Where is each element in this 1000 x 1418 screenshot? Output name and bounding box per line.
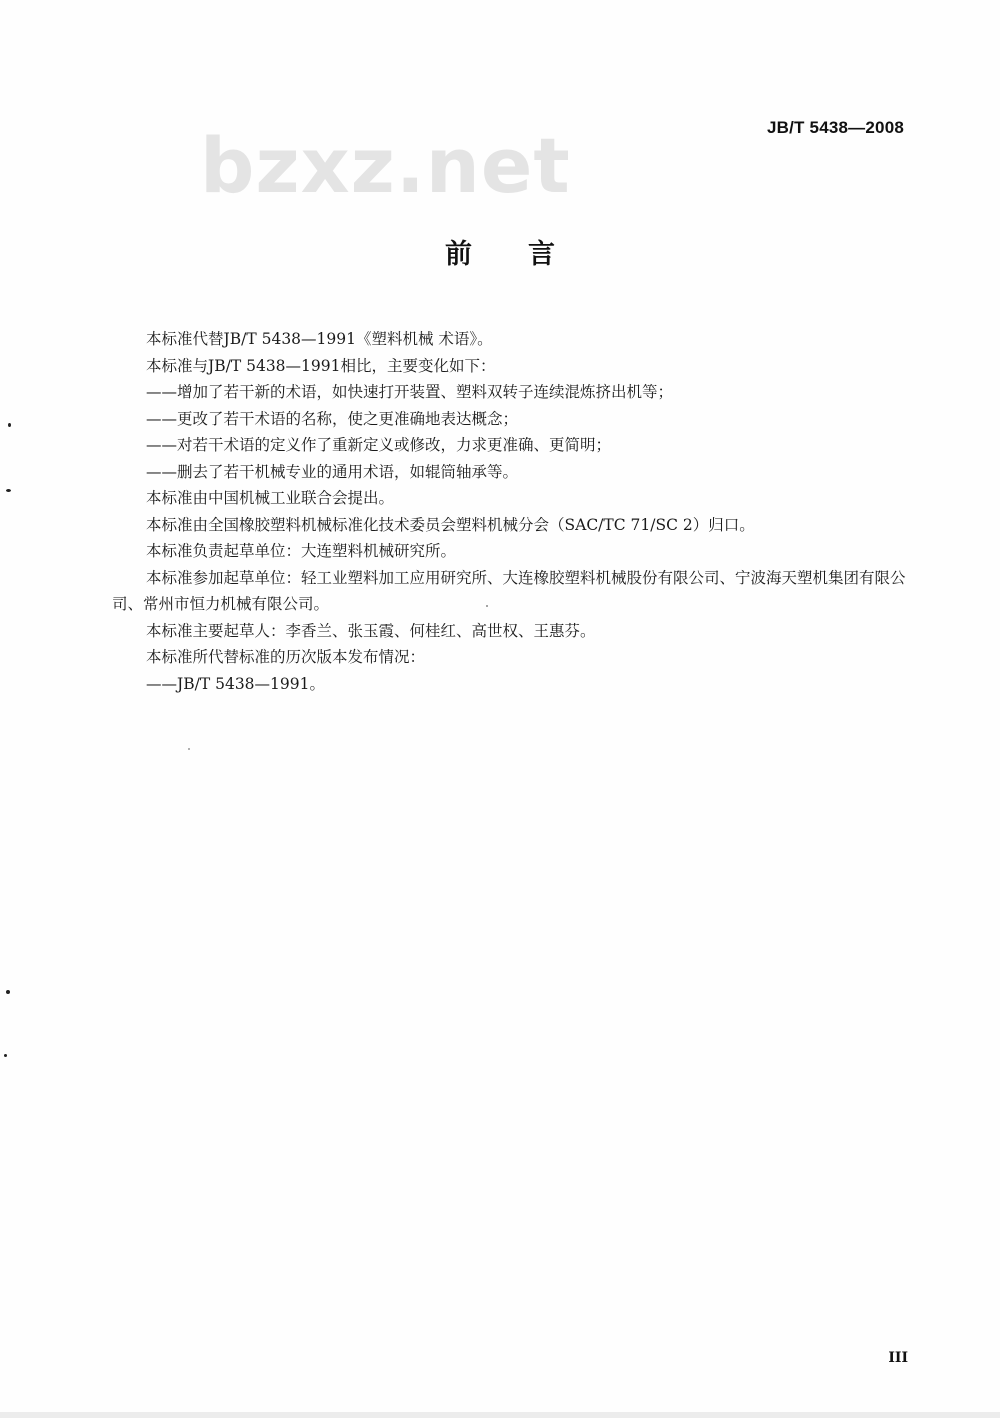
scan-speck	[188, 748, 190, 750]
paragraph-under-jurisdiction: 本标准由全国橡胶塑料机械标准化技术委员会塑料机械分会（SAC/TC 71/SC 2）归口。	[146, 515, 755, 534]
paragraph-drafters: 本标准主要起草人：李香兰、张玉霞、何桂红、高世权、王惠芬。	[146, 621, 596, 640]
page-title: 前言	[445, 239, 611, 270]
scan-speck	[6, 990, 10, 994]
paragraph-proposed-by: 本标准由中国机械工业联合会提出。	[146, 489, 395, 507]
standard-code: JB/T 5438—2008	[767, 118, 904, 137]
watermark: bzxz.net	[200, 121, 571, 210]
paragraph-change-redefined: ——对若干术语的定义作了重新定义或修改，力求更准确、更简明；	[146, 436, 612, 454]
paragraph-changes-intro: 本标准与JB/T 5438—1991相比，主要变化如下：	[146, 356, 496, 375]
scan-speck	[8, 423, 11, 427]
paragraph-drafting-unit: 本标准负责起草单位：大连塑料机械研究所。	[146, 542, 457, 560]
paragraph-previous-edition-item: ——JB/T 5438—1991。	[146, 674, 325, 693]
foreword-body	[112, 326, 912, 697]
paragraph-previous-editions: 本标准所代替标准的历次版本发布情况：	[146, 648, 426, 666]
page-number: III	[888, 1350, 908, 1366]
paragraph-participating-units: 本标准参加起草单位：轻工业塑料加工应用研究所、大连橡胶塑料机械股份有限公司、宁波海天塑机集团有限公司、常州市恒力机械有限公司。	[112, 568, 906, 613]
paragraph-replaces: 本标准代替JB/T 5438—1991《塑料机械 术语》。	[146, 330, 493, 348]
page-bottom-edge	[0, 1412, 1000, 1418]
paragraph-change-added: ——增加了若干新的术语，如快速打开装置、塑料双转子连续混炼挤出机等；	[146, 383, 674, 401]
paragraph-change-renamed: ——更改了若干术语的名称，使之更准确地表达概念；	[146, 409, 519, 428]
scan-speck	[486, 605, 488, 607]
scan-speck	[6, 489, 11, 492]
paragraph-change-deleted: ——删去了若干机械专业的通用术语，如辊筒轴承等。	[146, 462, 519, 481]
scan-speck	[4, 1054, 7, 1057]
